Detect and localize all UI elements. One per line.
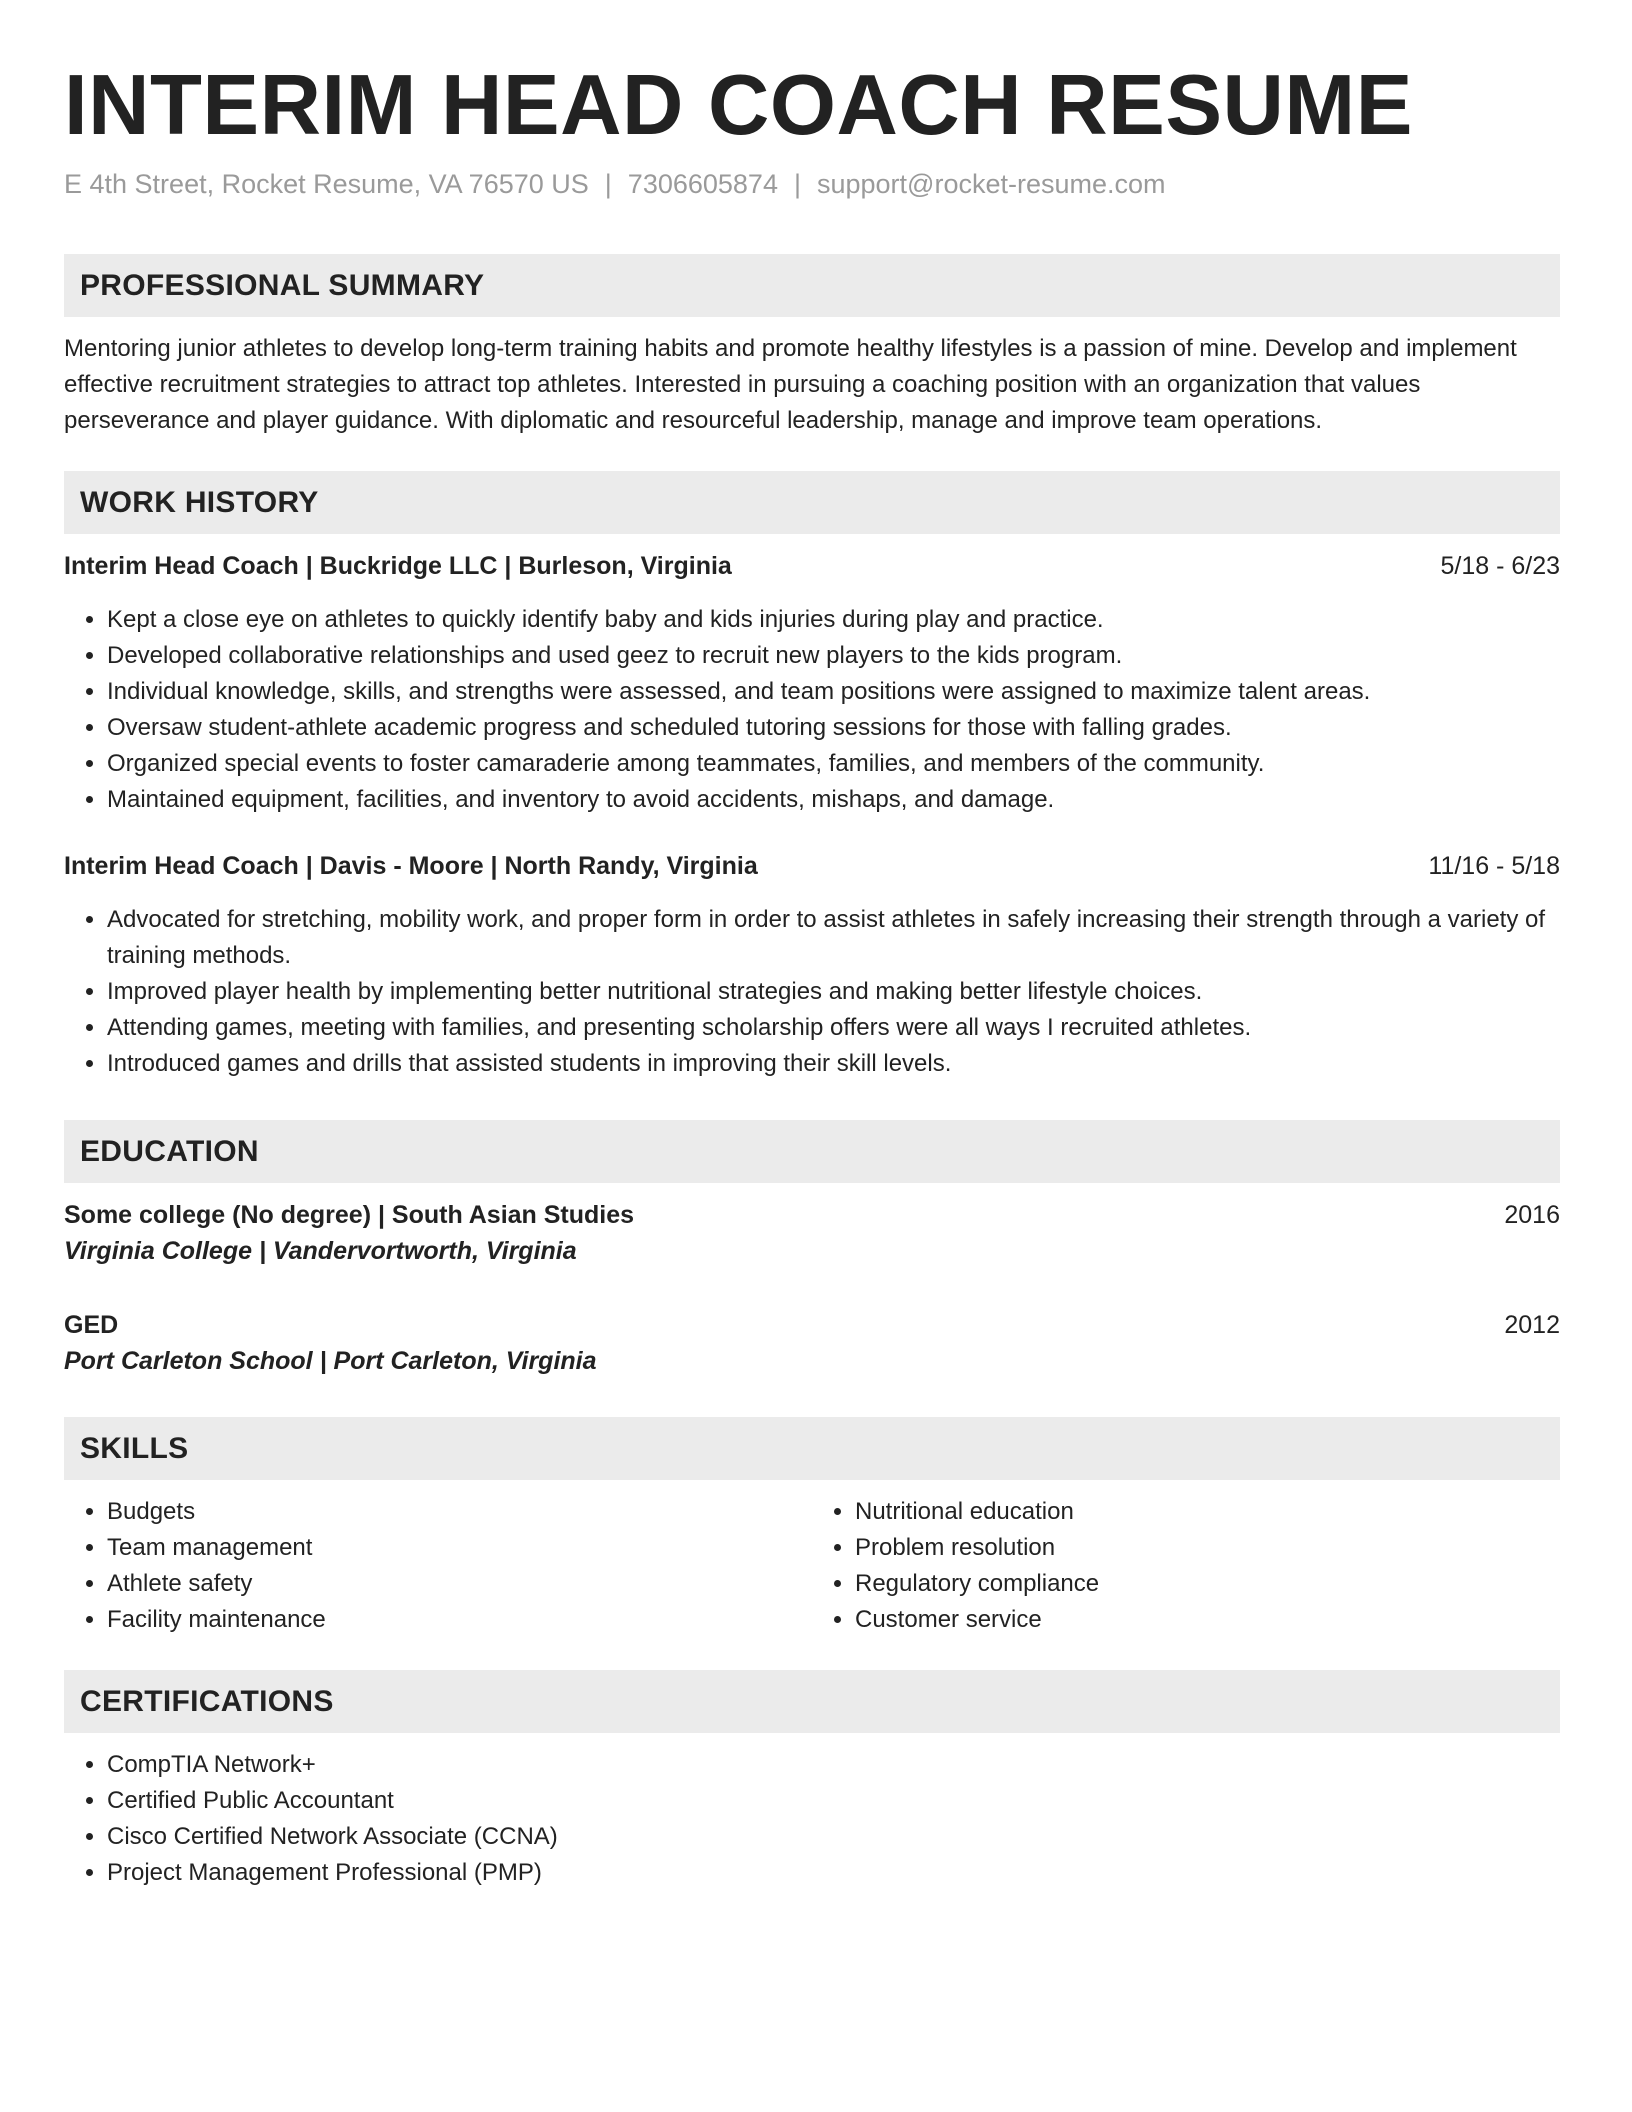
job-bullet: • Advocated for stretching, mobility work, and proper form in order to assist athletes in safely increasing their strength through a variety of training methods. — [107, 902, 1560, 974]
certification-item: • CompTIA Network+ — [107, 1747, 1560, 1783]
job-entry — [64, 848, 1560, 1082]
section-header-skills: SKILLS — [64, 1417, 1560, 1480]
job-bullet: • Improved player health by implementing better nutritional strategies and making better lifestyle choices. — [107, 974, 1560, 1010]
education-entry — [64, 1197, 1560, 1269]
job-bullets — [64, 902, 1560, 1082]
contact-email: support@rocket-resume.com — [816, 169, 1166, 199]
skill-item: • Athlete safety — [107, 1566, 812, 1602]
job-title: Interim Head Coach | Davis - Moore | North Randy, Virginia — [64, 852, 758, 880]
section-header-work-history: WORK HISTORY — [64, 471, 1560, 534]
education-heading-row — [64, 1307, 1560, 1343]
job-heading-row — [64, 848, 1560, 884]
contact-separator: | — [793, 169, 801, 199]
certification-item: • Cisco Certified Network Associate (CCNA) — [107, 1819, 1560, 1855]
skill-item: • Nutritional education — [855, 1494, 1560, 1530]
resume-page — [64, 0, 1560, 1891]
education-entry — [64, 1307, 1560, 1379]
certification-item: • Project Management Professional (PMP) — [107, 1855, 1560, 1891]
job-title: Interim Head Coach | Buckridge LLC | Burleson, Virginia — [64, 552, 732, 580]
skill-item: • Regulatory compliance — [855, 1566, 1560, 1602]
skills-grid — [64, 1480, 1560, 1638]
job-bullet: • Developed collaborative relationships and used geez to recruit new players to the kids program. — [107, 638, 1560, 674]
section-header-education: EDUCATION — [64, 1120, 1560, 1183]
section-header-summary: PROFESSIONAL SUMMARY — [64, 254, 1560, 317]
education-year: 2016 — [1504, 1201, 1560, 1229]
job-bullet: • Attending games, meeting with families, and presenting scholarship offers were all ways I recruited athletes. — [107, 1010, 1560, 1046]
education-degree: Some college (No degree) | South Asian Studies — [64, 1201, 635, 1229]
contact-address: E 4th Street, Rocket Resume, VA 76570 US — [64, 169, 589, 199]
contact-separator: | — [604, 169, 612, 199]
job-bullets — [64, 602, 1560, 818]
contact-line — [64, 164, 1560, 204]
education-year: 2012 — [1504, 1311, 1560, 1339]
skills-column-left — [64, 1494, 812, 1638]
section-header-certifications: CERTIFICATIONS — [64, 1670, 1560, 1733]
job-bullet: • Kept a close eye on athletes to quickly identify baby and kids injuries during play and practice. — [107, 602, 1560, 638]
contact-phone: 7306605874 — [627, 169, 778, 199]
job-bullet: • Oversaw student-athlete academic progress and scheduled tutoring sessions for those with falling grades. — [107, 710, 1560, 746]
skill-item: • Team management — [107, 1530, 812, 1566]
skills-column-right — [812, 1494, 1560, 1638]
job-entry — [64, 548, 1560, 818]
job-bullet: • Individual knowledge, skills, and strengths were assessed, and team positions were assigned to maximize talent areas. — [107, 674, 1560, 710]
job-dates: 11/16 - 5/18 — [1428, 852, 1560, 880]
summary-text: Mentoring junior athletes to develop long-term training habits and promote healthy lifestyles is a passion of mine. Develop and implement effective recruitment strategies to attract top athletes. Interested in pursuing a coaching position with an organization that values perseverance and player guidance. With diplomatic and resourceful leadership, manage and improve team operations. — [64, 335, 1517, 434]
job-bullet: • Introduced games and drills that assisted students in improving their skill levels. — [107, 1046, 1560, 1082]
skill-item: • Budgets — [107, 1494, 812, 1530]
skill-item: • Customer service — [855, 1602, 1560, 1638]
education-degree: GED — [64, 1311, 119, 1339]
job-dates: 5/18 - 6/23 — [1440, 552, 1560, 580]
resume-title: INTERIM HEAD COACH RESUME — [64, 58, 1413, 153]
job-bullet: • Maintained equipment, facilities, and inventory to avoid accidents, mishaps, and damage. — [107, 782, 1560, 818]
job-heading-row — [64, 548, 1560, 584]
education-school: Port Carleton School | Port Carleton, Virginia — [64, 1347, 597, 1375]
education-school: Virginia College | Vandervortworth, Virginia — [64, 1237, 577, 1265]
skill-item: • Problem resolution — [855, 1530, 1560, 1566]
skill-item: • Facility maintenance — [107, 1602, 812, 1638]
certification-item: • Certified Public Accountant — [107, 1783, 1560, 1819]
education-heading-row — [64, 1197, 1560, 1233]
certifications-list — [64, 1747, 1560, 1891]
job-bullet: • Organized special events to foster camaraderie among teammates, families, and members of the community. — [107, 746, 1560, 782]
